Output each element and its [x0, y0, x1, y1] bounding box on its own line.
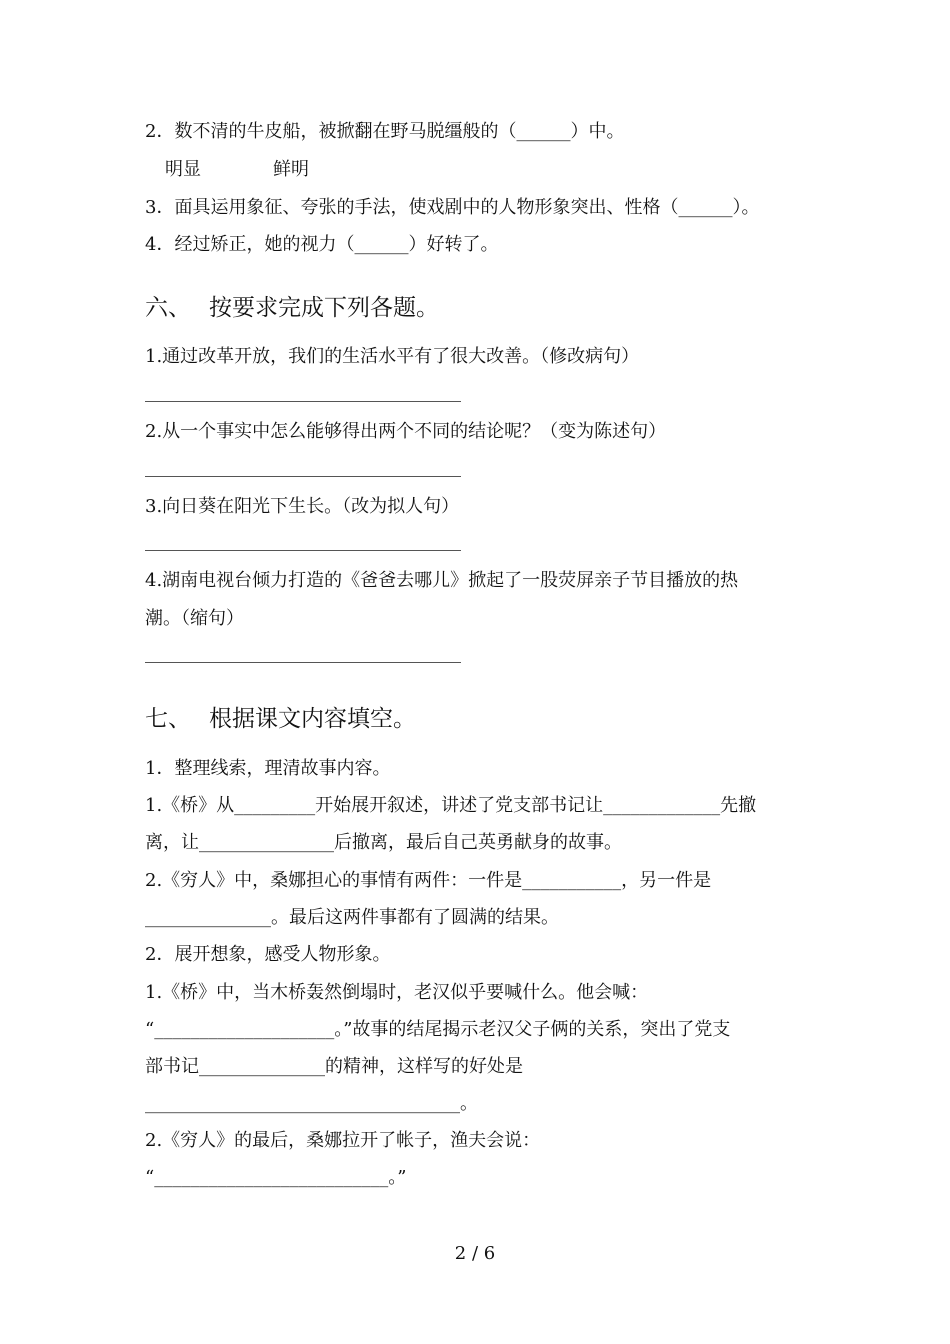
question-7-1-1-line1: 1.《桥》从_________开始展开叙述，讲述了党支部书记让_____________先撤	[145, 795, 757, 816]
question-7-1-1-line2: 离，让_______________后撤离，最后自己英勇献身的故事。	[145, 832, 622, 853]
section-7-title: 根据课文内容填空。	[209, 706, 416, 732]
answer-line-6-1	[145, 401, 461, 402]
section-6-title: 按要求完成下列各题。	[209, 295, 439, 321]
question-7-2-1-line4: ___________________________________。	[145, 1093, 478, 1114]
question-6-4-line1: 4.湖南电视台倾力打造的《爸爸去哪儿》掀起了一股荧屏亲子节目播放的热	[145, 570, 739, 591]
answer-line-6-4	[145, 662, 461, 663]
question-7-1-2-line2: ______________。最后这两件事都有了圆满的结果。	[145, 907, 559, 928]
question-6-1: 1.通过改革开放，我们的生活水平有了很大改善。（修改病句）	[145, 346, 640, 367]
question-7-2-1-line3: 部书记______________的精神，这样写的好处是	[145, 1056, 523, 1077]
section-7-heading	[145, 704, 416, 734]
section-6-number: 六、	[145, 295, 191, 321]
section-7-number: 七、	[145, 706, 191, 732]
part-1-title: 1．整理线索，理清故事内容。	[145, 758, 391, 779]
question-7-2-2-line2: “__________________________。”	[145, 1167, 407, 1188]
section-6-heading	[145, 293, 439, 323]
question-6-2: 2.从一个事实中怎么能够得出两个不同的结论呢？（变为陈述句）	[145, 421, 667, 442]
question-5-4: 4．经过矫正，她的视力（______）好转了。	[145, 234, 499, 255]
answer-line-6-3	[145, 550, 461, 551]
question-7-2-2-line1: 2.《穷人》的最后，桑娜拉开了帐子，渔夫会说：	[145, 1130, 541, 1151]
question-7-1-2-line1: 2.《穷人》中，桑娜担心的事情有两件：一件是___________，另一件是	[145, 870, 712, 891]
question-6-4-line2: 潮。（缩句）	[145, 608, 244, 629]
question-6-3: 3.向日葵在阳光下生长。（改为拟人句）	[145, 496, 460, 517]
answer-line-6-2	[145, 476, 461, 477]
question-5-3: 3．面具运用象征、夸张的手法，使戏剧中的人物形象突出、性格（______）。	[145, 197, 760, 218]
question-7-2-1-line2: “____________________。”故事的结尾揭示老汉父子俩的关系，突出了党支	[145, 1019, 731, 1040]
question-5-2: 2．数不清的牛皮船，被掀翻在野马脱缰般的（______）中。	[145, 121, 625, 142]
page-number: 2 / 6	[454, 1243, 496, 1264]
word-options: 明显 鲜明	[165, 159, 309, 180]
part-2-title: 2．展开想象，感受人物形象。	[145, 944, 391, 965]
question-7-2-1-line1: 1.《桥》中，当木桥轰然倒塌时，老汉似乎要喊什么。他会喊：	[145, 982, 649, 1003]
